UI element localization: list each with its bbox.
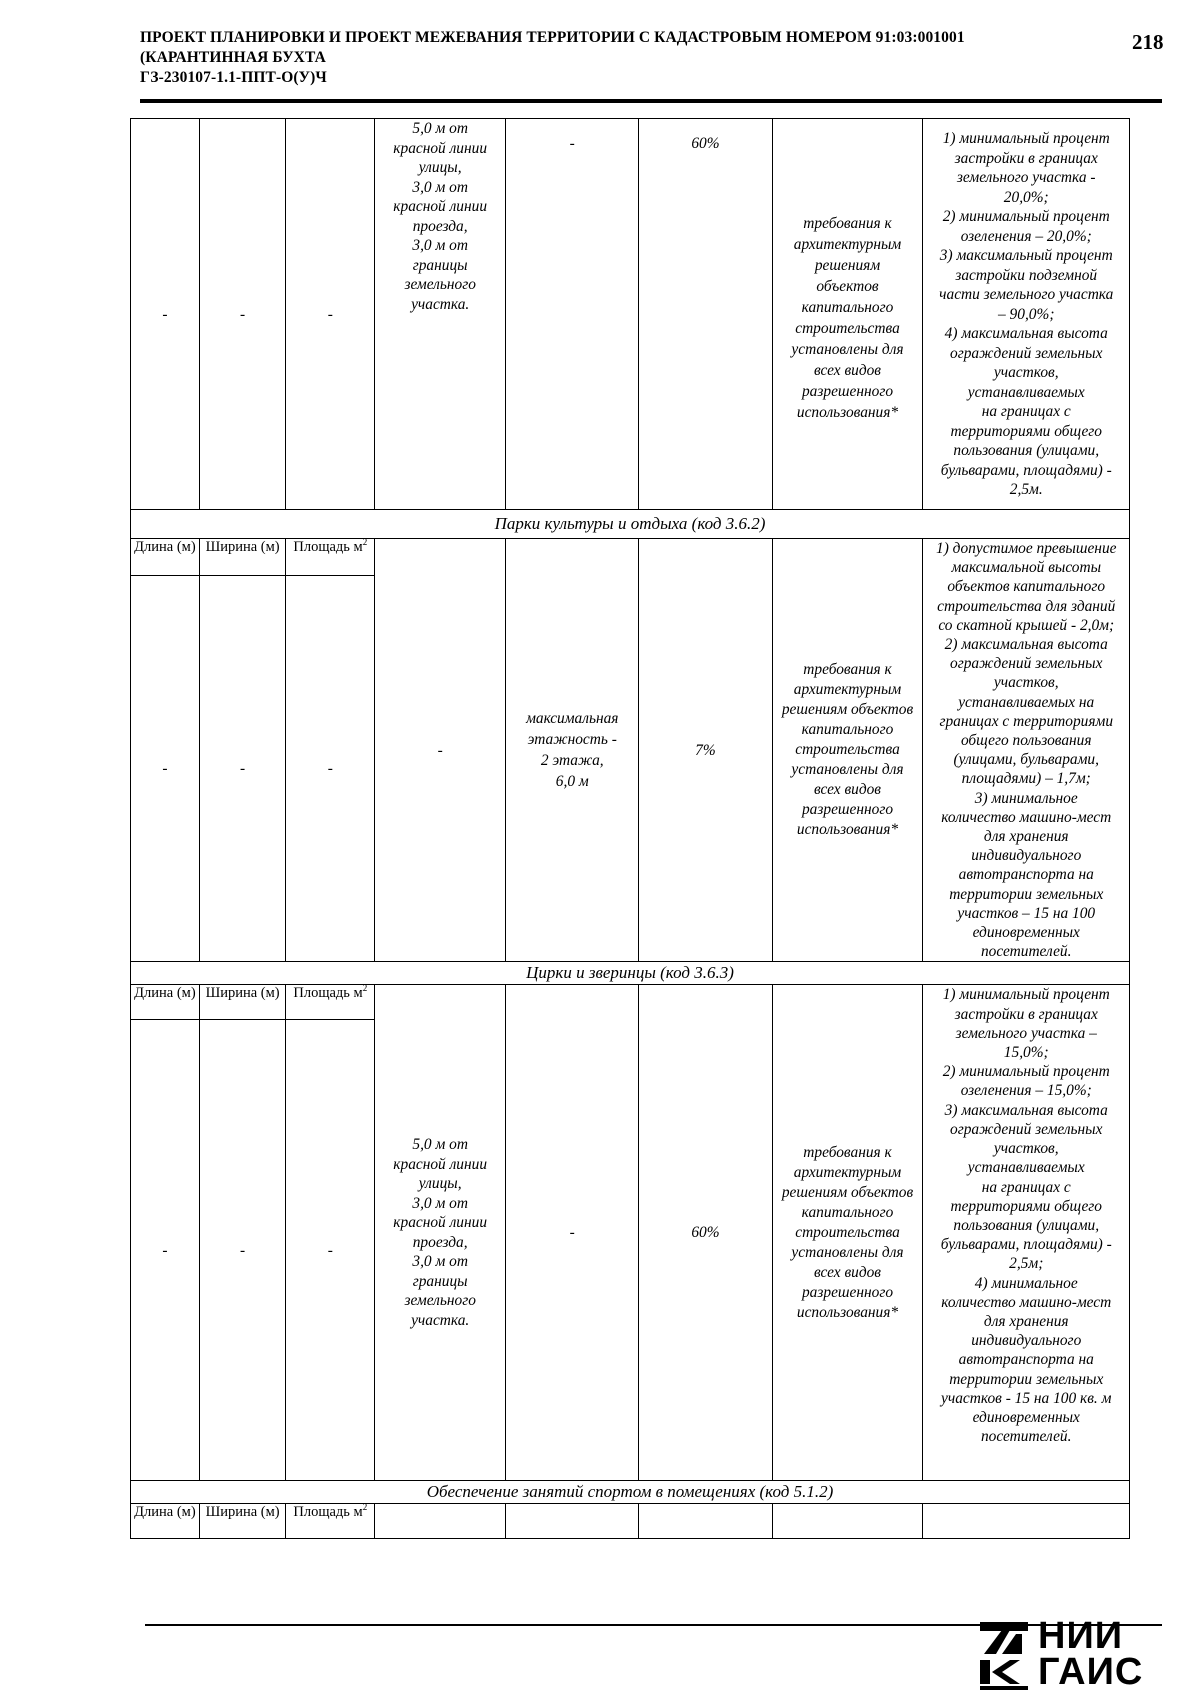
document-header — [140, 28, 1100, 88]
column-header-length: Длина (м) — [131, 539, 200, 576]
page-number: 218 — [1132, 30, 1164, 54]
logo-text-line1: НИИ — [1038, 1615, 1124, 1657]
area-value: - — [286, 1020, 375, 1481]
other-parameters: 1) допустимое превышение максимальной высоты объектов капитального строительства для зданий со скатной крышей - 2,0м; 2) максимальная высота ограждений земельных участков, устанавливаемых на границах с территориями общего пользования (улицами, бульварами, площадями) – 1,7м; 3) минимальное количество машино-мест для хранения индивидуального автотранспорта на территории земельных участков – 15 на 100 единовременных посетителей. — [923, 539, 1130, 962]
width-value: - — [199, 1020, 286, 1481]
column-header-row — [131, 539, 1130, 576]
architecture-requirements: требования к архитектурным решениям объектов капитального строительства установлены для всех видов разрешенного использования* — [772, 985, 923, 1481]
length-value: - — [131, 575, 200, 962]
column-header-length: Длина (м) — [131, 985, 200, 1020]
floors-value: максимальная этажность - 2 этажа, 6,0 м — [506, 539, 639, 962]
coverage-value: 60% — [639, 119, 772, 510]
column-header-row — [131, 985, 1130, 1020]
column-header-length: Длина (м) — [131, 1504, 200, 1539]
section-title: Парки культуры и отдыха (код 3.6.2) — [131, 510, 1130, 539]
architecture-requirements: требования к архитектурным решениям объектов капитального строительства установлены для всех видов разрешенного использования* — [772, 119, 923, 510]
column-header-width: Ширина (м) — [199, 1504, 286, 1539]
coverage-value: 60% — [639, 985, 772, 1481]
setback-value: 5,0 м от красной линии улицы, 3,0 м от красной линии проезда, 3,0 м от границы земельного участка. — [375, 985, 506, 1481]
setback-value: 5,0 м от красной линии улицы, 3,0 м от красной линии проезда, 3,0 м от границы земельного участка. — [375, 119, 506, 510]
area-value: - — [286, 119, 375, 510]
header-divider — [140, 99, 1162, 103]
other-parameters: 1) минимальный процент застройки в границах земельного участка - 20,0%; 2) минимальный процент озеленения – 20,0%; 3) максимальный процент застройки подземной части земельного участка – 90,0%; 4) максимальная высота ограждений земельных участков, устанавливаемых на границах с территориями общего пользования (улицами, бульварами, площадями) - 2,5м. — [923, 119, 1130, 510]
column-header-area: Площадь $м^2$ — [286, 1504, 375, 1539]
column-header-row — [131, 1504, 1130, 1539]
column-header-area: Площадь $м^2$ — [286, 539, 375, 576]
logo-text-line2: ГАИС — [1038, 1651, 1144, 1693]
company-logo — [976, 1615, 1168, 1693]
floors-value: - — [506, 119, 639, 510]
column-header-area: Площадь $м^2$ — [286, 985, 375, 1020]
header-title-line2: (КАРАНТИННАЯ БУХТА — [140, 49, 326, 66]
width-value: - — [199, 119, 286, 510]
floors-value: - — [506, 985, 639, 1481]
setback-value: - — [375, 539, 506, 962]
empty-cell — [923, 1504, 1130, 1539]
area-value: - — [286, 575, 375, 962]
other-parameters: 1) минимальный процент застройки в границах земельного участка – 15,0%; 2) минимальный процент озеленения – 15,0%; 3) максимальная высота ограждений земельных участков, устанавливаемых на границах с территориями общего пользования (улицами, бульварами, площадями) - 2,5м; 4) минимальное количество машино-мест для хранения индивидуального автотранспорта на территории земельных участков - 15 на 100 кв. м единовременных посетителей. — [923, 985, 1130, 1481]
empty-cell — [639, 1504, 772, 1539]
empty-cell — [506, 1504, 639, 1539]
length-value: - — [131, 119, 200, 510]
header-code: ГЗ-230107-1.1-ППТ-О(У)Ч — [140, 69, 327, 86]
regulations-table — [130, 118, 1130, 1539]
section-title-row — [131, 510, 1130, 539]
column-header-width: Ширина (м) — [199, 539, 286, 576]
section-title: Обеспечение занятий спортом в помещениях (код 5.1.2) — [131, 1481, 1130, 1504]
coverage-value: 7% — [639, 539, 772, 962]
length-value: - — [131, 1020, 200, 1481]
width-value: - — [199, 575, 286, 962]
empty-cell — [375, 1504, 506, 1539]
logo-mark-icon — [976, 1620, 1032, 1692]
column-header-width: Ширина (м) — [199, 985, 286, 1020]
section-title-row — [131, 962, 1130, 985]
empty-cell — [772, 1504, 923, 1539]
architecture-requirements: требования к архитектурным решениям объектов капитального строительства установлены для всех видов разрешенного использования* — [772, 539, 923, 962]
section-title: Цирки и зверинцы (код 3.6.3) — [131, 962, 1130, 985]
section-title-row — [131, 1481, 1130, 1504]
header-title-line1: ПРОЕКТ ПЛАНИРОВКИ И ПРОЕКТ МЕЖЕВАНИЯ ТЕРРИТОРИИ С КАДАСТРОВЫМ НОМЕРОМ 91:03:001001 — [140, 29, 965, 46]
table-row — [131, 119, 1130, 510]
